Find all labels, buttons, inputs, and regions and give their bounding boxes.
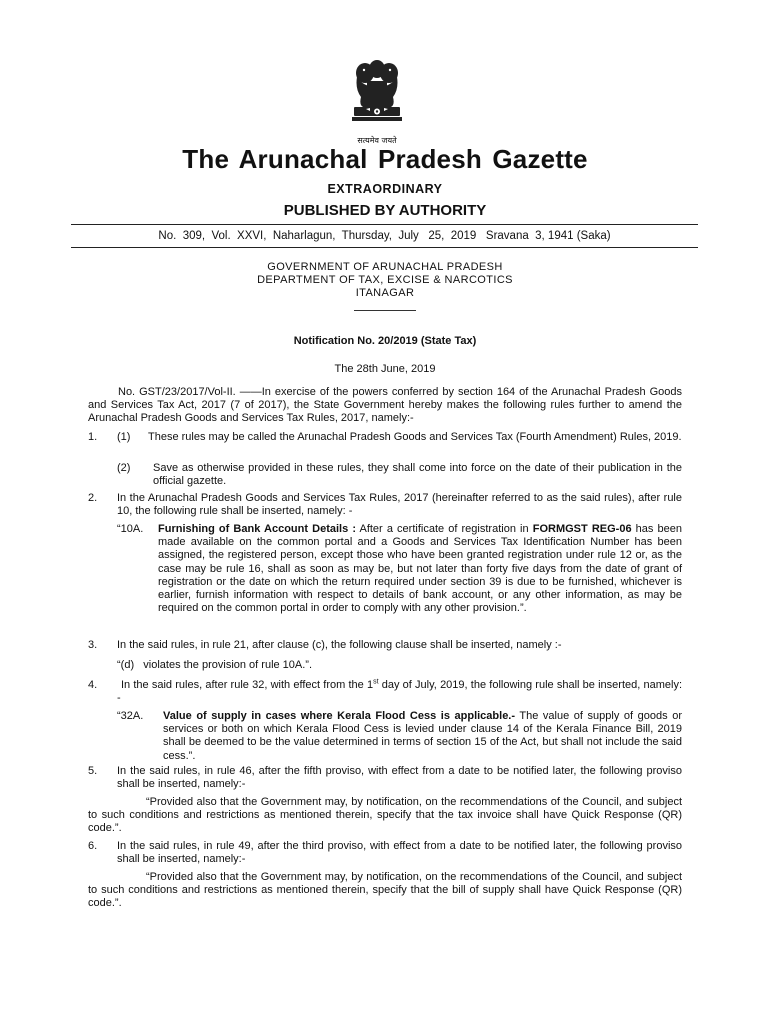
- rule-1-number: 1.: [88, 431, 98, 443]
- rule-4-number: 4.: [88, 679, 98, 691]
- preamble-paragraph: No. GST/23/2017/Vol-II. ——In exercise of the powers conferred by section 164 of the Arunachal Pradesh Goods and Services Tax Act, 2017 (7 of 2017), the State Government hereby makes the following rules further to amend the Arunachal Pradesh Goods and Services Tax Rules, 2017, namely:-: [88, 386, 682, 425]
- rule-21d-text: “(d) violates the provision of rule 10A.”.: [117, 659, 313, 671]
- form-reference: FORMGST REG-06: [532, 523, 632, 535]
- rule-3-text: In the said rules, in rule 21, after clause (c), the following clause shall be inserted, namely :-: [117, 639, 562, 651]
- header-rule-top: [71, 224, 698, 225]
- dept-line-department: DEPARTMENT OF TAX, EXCISE & NARCOTICS: [257, 274, 513, 286]
- notification-title: Notification No. 20/2019 (State Tax): [293, 335, 477, 347]
- rule-3-number: 3.: [88, 639, 98, 651]
- rule-10a-heading: Furnishing of Bank Account Details :: [158, 523, 356, 535]
- rule-2-number: 2.: [88, 492, 98, 504]
- rule-2-text: In the Arunachal Pradesh Goods and Services Tax Rules, 2017 (hereinafter referred to as the said rules), after rule 10, the following rule shall be inserted, namely: -: [117, 492, 682, 518]
- issue-line: No. 309, Vol. XXVI, Naharlagun, Thursday, July 25, 2019 Sravana 3, 1941 (Saka): [158, 230, 611, 242]
- dept-line-place: ITANAGAR: [355, 287, 415, 299]
- extraordinary-label: EXTRAORDINARY: [327, 182, 443, 196]
- rule-32a-number: “32A.: [117, 710, 144, 722]
- emblem-motto: सत्यमेव जयते: [357, 136, 397, 145]
- header-rule-bottom: [71, 247, 698, 248]
- rule-10a-number: “10A.: [117, 523, 144, 535]
- published-by-authority: PUBLISHED BY AUTHORITY: [283, 202, 487, 219]
- gazette-title: The Arunachal Pradesh Gazette: [182, 144, 588, 174]
- rule-10a-text: Furnishing of Bank Account Details : After a certificate of registration in FORMGST REG-06 has been made available on the common portal and a Goods and Services Tax Identification Number has been assigned, the registered person, except those who have been granted registration under rule 12 or, as the case may be rule 16, shall as soon as may be, but not later than forty five days from the date of grant of registration or the date on which the return required under section 39 is due to be furnished, whichever is earlier, furnish information with respect to details of bank account, or any other information, as may be required on the common portal in order to comply with any other provision.”.: [158, 523, 682, 615]
- dept-line-government: GOVERNMENT OF ARUNACHAL PRADESH: [267, 261, 503, 273]
- rule-1-2-text: Save as otherwise provided in these rules, they shall come into force on the date of their publication in the official gazette.: [153, 462, 682, 488]
- rule-5-text: In the said rules, in rule 46, after the fifth proviso, with effect from a date to be notified later, the following proviso shall be inserted, namely:-: [117, 765, 682, 791]
- rule-1-2-number: (2): [117, 462, 131, 474]
- rule-1-1-text: These rules may be called the Arunachal Pradesh Goods and Services Tax (Fourth Amendment) Rules, 2019.: [148, 431, 682, 443]
- rule-4-text: In the said rules, after rule 32, with effect from the 1st day of July, 2019, the following rule shall be inserted, namely: -: [117, 678, 683, 705]
- rule-5-proviso: “Provided also that the Government may, by notification, on the recommendations of the Council, and subject to such conditions and restrictions as mentioned therein, specify that the tax invoice shall have Quick Response (QR) code.”.: [88, 796, 682, 835]
- rule-5-number: 5.: [88, 765, 98, 777]
- rule-1-1-number: (1): [117, 431, 131, 443]
- rule-32a-heading: Value of supply in cases where Kerala Flood Cess is applicable.-: [163, 710, 516, 722]
- rule-6-text: In the said rules, in rule 49, after the third proviso, with effect from a date to be notified later, the following proviso shall be inserted, namely:-: [117, 840, 682, 866]
- rule-6-proviso: “Provided also that the Government may, by notification, on the recommendations of the Council, and subject to such conditions and restrictions as mentioned therein, specify that the bill of supply shall have Quick Response (QR) code.”.: [88, 871, 682, 910]
- separator-line: [354, 310, 416, 311]
- rule-32a-text: Value of supply in cases where Kerala Flood Cess is applicable.- The value of supply of goods or services or both on which Kerala Flood Cess is levied under clause 14 of the Kerala Finance Bill, 2019 shall be deemed to be the value determined in terms of section 15 of the Act, but shall not include the said cess.”.: [163, 710, 683, 762]
- rule-6-number: 6.: [88, 840, 98, 852]
- notification-date: The 28th June, 2019: [334, 363, 436, 375]
- national-emblem-icon: [347, 57, 407, 139]
